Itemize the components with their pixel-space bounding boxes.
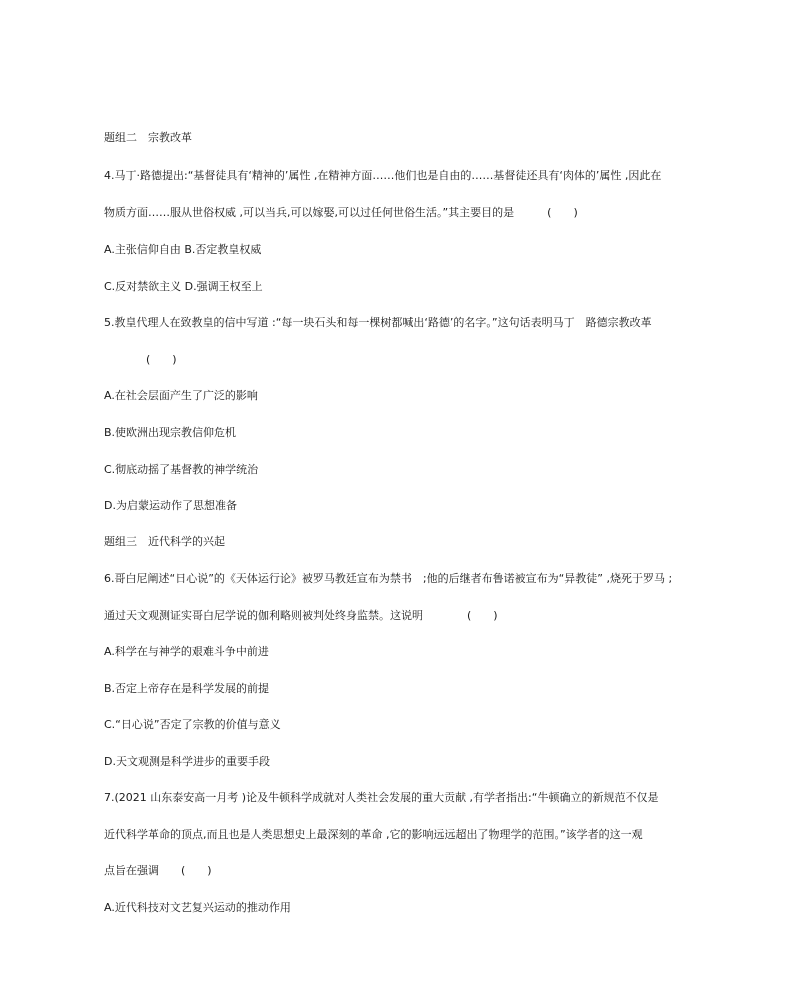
question-5-option-c: C.彻底动摇了基督教的神学统治 bbox=[104, 463, 259, 476]
question-4-options-cd: C.反对禁欲主义 D.强调王权至上 bbox=[104, 280, 263, 293]
question-6-option-d: D.天文观测是科学进步的重要手段 bbox=[104, 755, 270, 768]
question-5-answer-blank: ( ) bbox=[146, 353, 177, 366]
question-4-options-ab: A.主张信仰自由 B.否定教皇权威 bbox=[104, 243, 262, 256]
question-6-text: 6.哥白尼阐述“日心说”的《天体运行论》被罗马教廷宣布为禁书 ;他的后继者布鲁诺被宣布为“异教徒” ,烧死于罗马 ; bbox=[104, 572, 673, 585]
question-5-option-d: D.为启蒙运动作了思想准备 bbox=[104, 499, 237, 512]
question-5-text: 5.教皇代理人在致教皇的信中写道 :“每一块石头和每一棵树都喊出‘路德’的名字。”这句话表明马丁 路德宗教改革 bbox=[104, 316, 652, 329]
question-6-option-a: A.科学在与神学的艰难斗争中前进 bbox=[104, 645, 269, 658]
question-7-text-end: 点旨在强调 ( ) bbox=[104, 864, 212, 877]
question-7-option-a: A.近代科技对文艺复兴运动的推动作用 bbox=[104, 901, 291, 914]
section-heading-religious-reform: 题组二 宗教改革 bbox=[104, 131, 192, 144]
question-6-option-c: C.“日心说”否定了宗教的价值与意义 bbox=[104, 718, 281, 731]
question-6-option-b: B.否定上帝存在是科学发展的前提 bbox=[104, 682, 270, 695]
question-4-text: 4.马丁·路德提出:“基督徒具有‘精神的’属性 ,在精神方面……他们也是自由的……基督徒还具有‘肉体的’属性 ,因此在 bbox=[104, 169, 662, 182]
question-7-text: 7.(2021 山东泰安高一月考 )论及牛顿科学成就对人类社会发展的重大贡献 ,有学者指出:“牛顿确立的新规范不仅是 bbox=[104, 791, 659, 804]
section-heading-modern-science: 题组三 近代科学的兴起 bbox=[104, 535, 225, 548]
question-5-option-a: A.在社会层面产生了广泛的影响 bbox=[104, 389, 258, 402]
question-7-text-cont: 近代科学革命的顶点,而且也是人类思想史上最深刻的革命 ,它的影响远远超出了物理学的范围。”该学者的这一观 bbox=[104, 828, 643, 841]
question-5-option-b: B.使欧洲出现宗教信仰危机 bbox=[104, 426, 237, 439]
question-6-text-cont: 通过天文观测证实哥白尼学说的伽利略则被判处终身监禁。这说明 ( ) bbox=[104, 609, 498, 622]
question-4-text-cont: 物质方面……服从世俗权威 ,可以当兵,可以嫁娶,可以过任何世俗生活。”其主要目的是 ( ) bbox=[104, 206, 578, 219]
